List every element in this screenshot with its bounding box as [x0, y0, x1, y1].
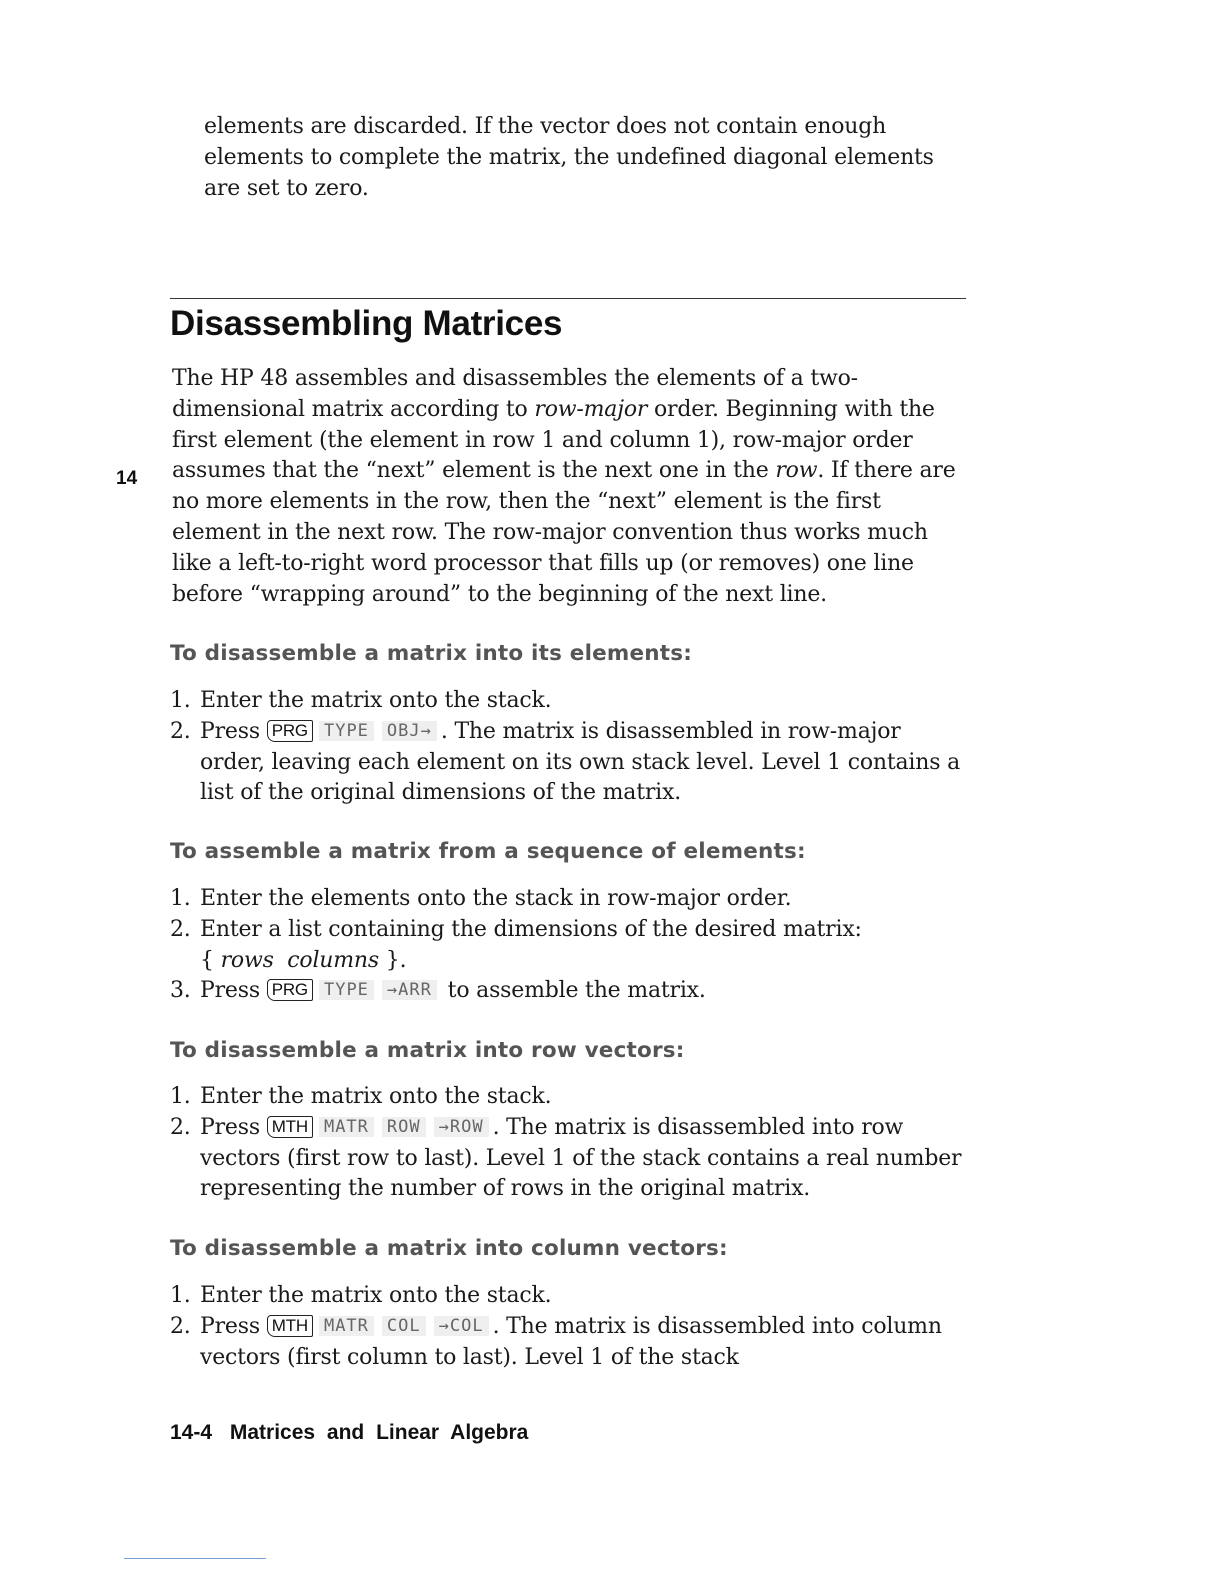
- prg-key: PRG: [267, 979, 313, 1001]
- step-number: 1.: [170, 688, 191, 713]
- step-number: 2.: [170, 718, 191, 744]
- softkey-row: ROW: [382, 1117, 426, 1137]
- intro-paragraph: elements are discarded. If the vector does not contain enough elements to complete the matrix, the undefined diagonal elements are set to zero.: [204, 114, 934, 201]
- procedure-heading-column-vectors: To disassemble a matrix into column vectors:: [170, 1236, 728, 1261]
- softkey-col-arrow: →COL: [434, 1316, 489, 1336]
- step-item: [170, 884, 970, 915]
- list-columns: columns: [287, 947, 379, 973]
- procedure-steps-disassemble-elements: [170, 686, 970, 809]
- step-text: Press: [200, 1114, 260, 1140]
- step-number: 1.: [170, 1084, 191, 1109]
- step-item: [170, 976, 970, 1007]
- mth-key: MTH: [267, 1315, 313, 1337]
- step-item: [170, 686, 970, 717]
- body-text-3: . If there are no more elements in the row, then the “next” element is the first element in the next row. The row-major convention thus works much like a left-to-right word processor that fills up (or removes) one line before “wrapping around” to the beginning of the next line.: [172, 458, 956, 607]
- step-text: . The matrix is disassembled in row-major order, leaving each element on its own stack level. Level 1 contains a list of the original dimensions of the matrix.: [200, 718, 961, 806]
- procedure-heading-assemble-matrix: To assemble a matrix from a sequence of elements:: [170, 839, 806, 864]
- prg-key: PRG: [267, 720, 313, 742]
- procedure-steps-assemble-matrix: [170, 884, 970, 1007]
- softkey-row-arrow: →ROW: [434, 1117, 489, 1137]
- softkey-matr: MATR: [319, 1316, 374, 1336]
- step-number: 2.: [170, 916, 191, 942]
- step-text: Enter a list containing the dimensions of the desired matrix:: [200, 916, 862, 942]
- step-number: 2.: [170, 1313, 191, 1339]
- softkey-arr-arrow: →ARR: [382, 980, 437, 1000]
- step-number: 1.: [170, 886, 191, 911]
- step-text: Enter the elements onto the stack in row-major order.: [200, 886, 792, 911]
- softkey-type: TYPE: [319, 721, 374, 741]
- step-text: . The matrix is disassembled into row vectors (first row to last). Level 1 of the stack contains a real number representing the number of rows in the original matrix.: [200, 1114, 962, 1202]
- step-item: [170, 1281, 970, 1312]
- softkey-matr: MATR: [319, 1117, 374, 1137]
- step-item: [170, 915, 970, 977]
- softkey-obj-arrow: OBJ→: [382, 721, 437, 741]
- step-item: [170, 717, 970, 809]
- page-footer: [170, 1421, 528, 1445]
- step-item: [170, 1113, 970, 1205]
- section-title: Disassembling Matrices: [170, 304, 563, 343]
- list-open-brace: {: [200, 947, 214, 973]
- step-text: Enter the matrix onto the stack.: [200, 1084, 552, 1109]
- softkey-type: TYPE: [319, 980, 374, 1000]
- procedure-heading-row-vectors: To disassemble a matrix into row vectors:: [170, 1038, 685, 1063]
- list-close-brace: }.: [385, 947, 407, 973]
- body-text-1: The HP 48 assembles and disassembles the elements of a two-dimensional matrix according to: [172, 366, 858, 422]
- chapter-thumb-tab: 14: [116, 468, 138, 489]
- step-item: [170, 1082, 970, 1113]
- section-rule: [170, 298, 966, 299]
- step-number: 1.: [170, 1283, 191, 1308]
- body-text-2: order. Beginning with the first element (the element in row 1 and column 1), row-major order assumes that the “next” element is the next one in the: [172, 396, 935, 484]
- procedure-heading-disassemble-elements: To disassemble a matrix into its elements:: [170, 641, 693, 666]
- mth-key: MTH: [267, 1116, 313, 1138]
- body-emphasis-row-major: row-major: [534, 396, 648, 422]
- step-text: Press: [200, 1313, 260, 1339]
- step-text: Press: [200, 718, 260, 744]
- list-rows: rows: [220, 947, 274, 973]
- chapter-title: Matrices and Linear Algebra: [229, 1421, 529, 1444]
- step-text: Enter the matrix onto the stack.: [200, 1283, 552, 1308]
- softkey-col: COL: [382, 1316, 426, 1336]
- page-number: 14-4: [170, 1421, 213, 1444]
- step-text: to assemble the matrix.: [447, 978, 706, 1004]
- step-number: 2.: [170, 1114, 191, 1140]
- list-syntax: [200, 948, 406, 973]
- step-number: 3.: [170, 978, 191, 1004]
- step-item: [170, 1312, 970, 1374]
- step-text: Enter the matrix onto the stack.: [200, 688, 552, 713]
- procedure-steps-column-vectors: [170, 1281, 970, 1373]
- step-text: . The matrix is disassembled into column vectors (first column to last). Level 1 of the stack: [200, 1313, 942, 1370]
- body-emphasis-row: row: [775, 458, 818, 484]
- body-paragraph: [172, 364, 972, 610]
- procedure-steps-row-vectors: [170, 1082, 970, 1205]
- step-text: Press: [200, 978, 260, 1004]
- bottom-rule: [124, 1558, 266, 1559]
